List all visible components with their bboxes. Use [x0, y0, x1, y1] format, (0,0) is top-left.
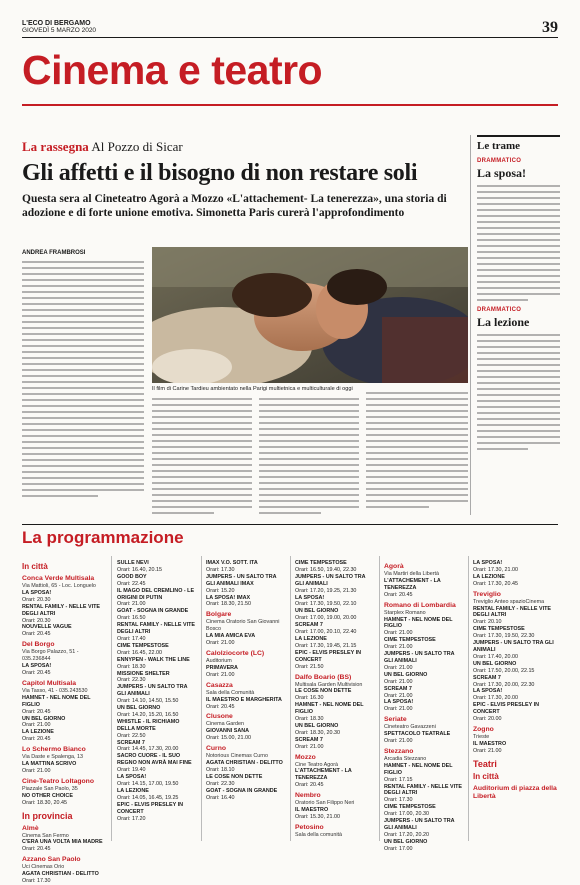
- film-title: SCREAM 7: [117, 739, 145, 746]
- cinema-address: Notorious Cinemas Curno: [206, 753, 269, 760]
- teatri-city: In città: [473, 771, 499, 781]
- film-title: JUMPERS - UN SALTO TRA GLI ANIMALI IMAX: [206, 573, 277, 587]
- sidebar-trame: [477, 135, 560, 454]
- film-title: CIME TEMPESTOSE: [384, 637, 436, 644]
- film-times: Orari: 21.00: [473, 747, 502, 754]
- film-times: Orari: 18.30: [117, 663, 146, 670]
- film-title: SPETTACOLO TEATRALE: [384, 731, 451, 738]
- prog-divider: [111, 556, 112, 841]
- film-title: GIOVANNI SANA: [206, 728, 250, 735]
- cinema-address: Multisala Garden Multivision: [295, 681, 363, 688]
- cinema-address: Oratorio San Filippo Neri: [295, 800, 355, 807]
- cinema-name: Lo Schermo Bianco: [22, 746, 86, 754]
- article-text-col-3: [259, 398, 359, 518]
- film-title: RENTAL FAMILY - NELLE VITE DEGLI ALTRI: [22, 603, 100, 617]
- film-times: Orari: 14.10, 14.50, 15.50: [117, 698, 179, 705]
- film-title: L'ATTACHEMENT - LA TENEREZZA: [295, 768, 352, 782]
- programmazione-title: La programmazione: [22, 528, 184, 547]
- film-times: Orari: 20.45: [22, 669, 51, 676]
- cinema-name: Almè: [22, 824, 39, 832]
- prog-col-5: [384, 560, 464, 853]
- film-times: Orari: 20.45: [295, 782, 324, 789]
- film-title: L'ATTACHEMENT - LA TENEREZZA: [384, 577, 441, 591]
- film-title: LA LEZIONE: [22, 729, 54, 736]
- cinema-address: Via Tasso, 41 - 035.243530: [22, 687, 88, 694]
- cinema-block: [22, 778, 106, 807]
- sidebar-title: Le trame: [477, 135, 560, 152]
- prog-divider: [290, 556, 291, 841]
- sidebar-item-kicker: DRAMMATICO: [477, 158, 522, 164]
- film-title: RENTAL FAMILY - NELLE VITE DEGLI ALTRI: [473, 605, 551, 619]
- cinema-name: Nembro: [295, 792, 321, 800]
- film-title: LE COSE NON DETTE: [295, 688, 352, 695]
- film-times: Orari: 20.45: [384, 591, 413, 598]
- film-times: Orari: 17.30, 19.50, 22.10: [295, 601, 357, 608]
- article-photo: [152, 247, 468, 383]
- prog-col-1: [22, 560, 106, 885]
- film-times: Orari: 21.00: [384, 664, 413, 671]
- film-times: Orari: 21.00: [22, 767, 51, 774]
- cinema-address: Sala della comunità: [295, 831, 343, 838]
- article-headline: Gli affetti e il bisogno di non restare soli: [22, 160, 418, 186]
- film-title: SCREAM 7: [295, 736, 323, 743]
- kicker-label: La rassegna: [22, 139, 89, 154]
- film-title: SULLE NEVI: [117, 560, 149, 566]
- sidebar-item-title: La lezione: [477, 315, 530, 329]
- cinema-name: Dalfo Boario (BS): [295, 673, 352, 681]
- film-title: AGATA CHRISTIAN - DELITTO: [22, 871, 99, 878]
- prog-divider: [201, 556, 202, 841]
- paper-date: GIOVEDÌ 5 MARZO 2020: [22, 27, 97, 34]
- cinema-block: [22, 746, 106, 775]
- cinema-address: Cinema San Fermo: [22, 832, 69, 839]
- film-times: Orari: 17.20, 19.25, 21.30: [295, 587, 357, 594]
- film-title: GOAT - SOGNA IN GRANDE: [117, 608, 189, 615]
- cinema-name: Calolziocorte (LC): [206, 649, 265, 657]
- film-times: Orari: 17.30, 19.50, 22.30: [473, 633, 535, 640]
- cinema-name: Seriate: [384, 716, 407, 724]
- section-title: Cinema e teatro: [22, 47, 323, 93]
- film-times: Orari: 21.00: [384, 706, 413, 713]
- cinema-name: Conca Verde Multisala: [22, 575, 95, 582]
- film-title: UN BEL GIORNO: [384, 671, 428, 678]
- film-title: PRIMAVERA: [206, 664, 238, 671]
- cinema-address: Piazzale San Paolo, 35: [22, 785, 78, 792]
- film-times: Orari: 22.30: [206, 780, 235, 787]
- film-times: Orari: 21.00: [206, 640, 235, 647]
- film-title: LE COSE NON DETTE: [206, 773, 263, 780]
- cinema-block: [295, 754, 375, 790]
- film-times: Orari: 17.30: [22, 878, 51, 885]
- cinema-address: Cinema Garden: [206, 721, 245, 728]
- film-title: IL MAESTRO E MARGHERITA: [206, 696, 282, 703]
- film-times: Orari: 17.30, 21.00: [473, 566, 518, 573]
- cinema-block: [22, 641, 106, 677]
- cinema-name: Del Borgo: [22, 641, 55, 649]
- film-title: LA LEZIONE: [473, 573, 505, 580]
- article-text-col-2: [152, 398, 252, 518]
- film-title: LA LEZIONE: [295, 635, 327, 642]
- film-title: LA SPOSA!: [295, 594, 325, 601]
- cinema-address: Via Borgo Palazzo, 51 - 035.236844: [22, 649, 79, 663]
- cinema-block: [295, 674, 375, 751]
- paper-name: L'ECO DI BERGAMO: [22, 20, 91, 27]
- film-times: Orari: 18.30, 20.45: [22, 799, 67, 806]
- film-times: Orari: 17.00, 20.30: [384, 811, 429, 818]
- film-times: Orari: 17.40: [117, 635, 146, 642]
- film-times: Orari: 20.45: [22, 736, 51, 743]
- cinema-block: [206, 713, 286, 742]
- film-title: UN BEL GIORNO: [473, 660, 517, 667]
- cinema-address: Treviglio Anteo spazioCinema: [473, 598, 545, 605]
- film-title: WHISTLE - IL RICHIAMO DELLA MORTE: [117, 718, 180, 732]
- cinema-name: Cine-Teatro Loltagono: [22, 777, 94, 785]
- film-title: SCREAM 7: [473, 674, 501, 681]
- page-number: 39: [542, 19, 558, 36]
- film-times: Orari: 21.00: [384, 644, 413, 651]
- film-times: Orari: 18.30, 20.30: [295, 729, 340, 736]
- teatri-heading: Teatri: [473, 758, 497, 769]
- cinema-block: [473, 726, 559, 755]
- film-times: Orari: 18.10: [206, 766, 235, 773]
- province-heading: In provincia: [22, 810, 73, 821]
- film-times: Orari: 20.45: [206, 703, 235, 710]
- film-times: Orari: 17.30, 20.00, 22.30: [473, 681, 535, 688]
- film-title: JUMPERS - UN SALTO TRA GLI ANIMALI: [384, 818, 455, 831]
- cinema-block: [295, 792, 375, 821]
- film-times: Orari: 17.00, 19.00, 20.00: [295, 615, 357, 622]
- cinema-block: [206, 682, 286, 711]
- film-title: UN BEL GIORNO: [295, 608, 339, 615]
- cinema-block: [295, 824, 375, 839]
- film-times: Orari: 16.50, 19.40, 22.30: [295, 566, 357, 573]
- film-times: Orari: 22.30: [117, 677, 146, 684]
- cinema-address: Arcadia Stezzano: [384, 755, 427, 762]
- film-title: EPIC - ELVIS PRESLEY IN CONCERT: [473, 702, 540, 716]
- film-title: CIME TEMPESTOSE: [295, 560, 347, 566]
- article-subhead: Questa sera al Cineteatro Agorà a Mozzo «L'attachement- La tenerezza», una storia di adozione e di forte unione emotiva. Simonetta Paris curerà l'approfondimento: [22, 193, 447, 219]
- film-title: HAMNET - NEL NOME DEL FIGLIO: [22, 694, 91, 708]
- section-rule: [22, 104, 558, 106]
- cinema-address: Auditorium: [206, 657, 232, 664]
- film-title: LA SPOSA!: [117, 774, 147, 781]
- cinema-block: [206, 745, 286, 801]
- film-times: Orari: 14.05, 16.45, 19.25: [117, 794, 179, 801]
- programmazione-rule: [22, 524, 558, 525]
- film-times: Orari: 20.00: [473, 716, 502, 723]
- film-title: EPIC - ELVIS PRESLEY IN CONCERT: [295, 649, 362, 663]
- cinema-name: Stezzano: [384, 747, 414, 755]
- film-times: Orari: 15.30, 21.00: [295, 814, 340, 820]
- film-times: Orari: 19.40: [117, 767, 146, 774]
- cinema-name: Mozzo: [295, 753, 316, 761]
- film-title: RENTAL FAMILY - NELLE VITE DEGLI ALTRI: [117, 622, 195, 636]
- film-times: Orari: 17.30: [206, 566, 235, 573]
- film-times: Orari: 18.30: [295, 716, 324, 723]
- prog-col-3: [206, 560, 286, 801]
- film-times: Orari: 17.30, 20.00: [473, 695, 518, 702]
- cinema-address: Uci Cinemas Orio: [22, 864, 65, 871]
- film-title: IL MAGO DEL CREMLINO - LE ORIGINI DI PUTIN: [117, 587, 195, 601]
- film-title: HAMNET - NEL NOME DEL FIGLIO: [295, 702, 364, 716]
- cinema-block: [22, 575, 106, 638]
- film-title: LA SPOSA!: [473, 560, 503, 566]
- film-title: JUMPERS - UN SALTO TRA GLI ANIMALI: [473, 640, 554, 653]
- cinema-name: Agorà: [384, 563, 404, 570]
- film-times: Orari: 21.00: [117, 601, 146, 608]
- film-times: Orari: 22.50: [117, 732, 146, 739]
- film-times: Orari: 17.00, 20.10, 22.40: [295, 629, 357, 636]
- photo-illustration: [152, 247, 468, 383]
- film-title: UN BEL GIORNO: [22, 715, 66, 722]
- film-title: IL MAESTRO: [473, 740, 507, 747]
- cinema-block: [22, 856, 106, 885]
- film-title: C'ERA UNA VOLTA MIA MADRE: [22, 839, 103, 846]
- film-times: Orari: 16.50: [117, 615, 146, 622]
- film-title: IL MAESTRO: [295, 807, 329, 814]
- film-title: SACRO CUORE - IL SUO REGNO NON AVRÀ MAI FINE: [117, 753, 192, 767]
- cinema-address: Via Daste e Spalenga, 13: [22, 754, 84, 761]
- film-title: LA SPOSA! IMAX: [206, 594, 251, 601]
- film-title: JUMPERS - UN SALTO TRA GLI ANIMALI: [117, 684, 188, 698]
- cinema-block: [384, 748, 464, 853]
- film-times: Orari: 21.00: [206, 671, 235, 678]
- film-title: JUMPERS - UN SALTO TRA GLI ANIMALI: [295, 573, 366, 587]
- film-times: Orari: 20.10: [473, 619, 502, 626]
- film-times: Orari: 21.00: [384, 630, 413, 637]
- cinema-address: Via Mattioli, 65 - Loc. Longuelo: [22, 583, 96, 589]
- film-title: SCREAM 7: [384, 685, 412, 692]
- film-times: Orari: 21.50: [295, 663, 324, 670]
- film-title: UN BEL GIORNO: [295, 722, 339, 729]
- film-times: Orari: 14.15, 17.00, 19.50: [117, 781, 179, 787]
- film-times: Orari: 20.30: [22, 617, 51, 624]
- film-times: Orari: 20.45: [22, 846, 51, 853]
- cinema-address: Starplex Romano: [384, 609, 426, 616]
- prog-divider: [379, 556, 380, 841]
- film-times: Orari: 17.30: [384, 797, 413, 804]
- cinema-block: [206, 611, 286, 647]
- kicker-text: Al Pozzo di Sicar: [91, 139, 183, 154]
- header-rule: [22, 37, 558, 38]
- cinema-name: Bolgare: [206, 611, 232, 619]
- article-byline: ANDREA FRAMBROSI: [22, 250, 86, 256]
- film-times: Orari: 20.45: [22, 631, 51, 638]
- film-times: Orari: 15.20: [206, 587, 235, 594]
- sidebar-item-kicker: DRAMMATICO: [477, 307, 522, 313]
- cinema-address: Cinema Oratorio San Giovanni Bosco: [206, 619, 280, 633]
- cinema-name: Clusone: [206, 713, 233, 721]
- teatri-venue: Auditorium di piazza della Libertà: [473, 784, 557, 800]
- film-title: LA SPOSA!: [22, 663, 52, 670]
- film-title: ENNYPEN - WALK THE LINE: [117, 656, 190, 663]
- prog-col-2: [117, 560, 197, 822]
- film-title: LA LEZIONE: [117, 787, 149, 794]
- film-title: LA MATTINA SCRIVO: [22, 761, 77, 768]
- film-title: AGATA CHRISTIAN - DELITTO: [206, 760, 283, 767]
- film-times: Orari: 14.45, 17.30, 20.00: [117, 746, 179, 753]
- film-title: LA MIA AMICA EVA: [206, 633, 256, 640]
- prog-divider: [468, 556, 469, 841]
- film-title: LA SPOSA!: [384, 699, 414, 706]
- article-text-col-1: [22, 261, 144, 501]
- cinema-name: Curno: [206, 745, 227, 753]
- film-times: Orari: 18.30, 21.50: [206, 601, 251, 608]
- film-times: Orari: 21.00: [22, 722, 51, 729]
- cinema-block: [206, 650, 286, 679]
- film-title: MISSIONE SHELTER: [117, 670, 170, 677]
- film-title: UN BEL GIORNO: [117, 705, 161, 712]
- film-times: Orari: 17.30, 19.45, 21.15: [295, 642, 357, 649]
- film-times: Orari: 17.00: [384, 845, 413, 852]
- cinema-block: [22, 680, 106, 743]
- film-title: LA SPOSA!: [473, 688, 503, 695]
- film-times: Orari: 17.30, 20.45: [473, 580, 518, 587]
- film-title: LA SPOSA!: [22, 589, 52, 596]
- cinema-address: Cine Teatro Agorà: [295, 761, 339, 768]
- cinema-name: Petosino: [295, 823, 324, 831]
- city-heading: In città: [22, 562, 48, 571]
- film-title: CIME TEMPESTOSE: [384, 804, 436, 811]
- film-title: GOOD BOY: [117, 573, 147, 580]
- masthead: [22, 20, 96, 34]
- film-times: Orari: 21.00: [384, 692, 413, 699]
- film-title: NOUVELLE VAGUE: [22, 624, 72, 631]
- film-times: Orari: 22.45: [117, 580, 146, 587]
- film-times: Orari: 17.50, 20.00, 22.15: [473, 667, 535, 674]
- cinema-block: [473, 591, 559, 723]
- cinema-name: Casazza: [206, 681, 233, 689]
- film-times: Orari: 16.45, 22.00: [117, 649, 162, 656]
- cinema-name: Treviglio: [473, 590, 501, 598]
- film-times: Orari: 15.00, 21.00: [206, 735, 251, 742]
- cinema-address: Cineteatro Gavazzeni: [384, 724, 436, 731]
- film-title: CIME TEMPESTOSE: [117, 642, 169, 649]
- sidebar-divider: [470, 135, 471, 515]
- cinema-address: Sala della Comunità: [206, 689, 255, 696]
- cinema-name: Romano di Lombardia: [384, 601, 456, 609]
- cinema-name: Zogno: [473, 725, 494, 733]
- film-times: Orari: 17.20, 20.20: [384, 831, 429, 838]
- cinema-name: Azzano San Paolo: [22, 856, 81, 864]
- film-title: NO OTHER CHOICE: [22, 792, 73, 799]
- sidebar-item-text: [477, 185, 560, 301]
- film-title: GOAT - SOGNA IN GRANDE: [206, 787, 278, 794]
- film-title: UN BEL GIORNO: [384, 838, 428, 845]
- film-times: Orari: 20.30: [22, 596, 51, 603]
- film-times: Orari: 16.30: [295, 695, 324, 702]
- film-times: Orari: 14.20, 15.20, 16.50: [117, 711, 179, 718]
- film-title: HAMNET - NEL NOME DEL FIGLIO: [384, 616, 453, 630]
- film-times: Orari: 20.45: [22, 708, 51, 715]
- sidebar-item-title: La sposa!: [477, 166, 527, 180]
- cinema-block: [384, 716, 464, 745]
- prog-col-4: [295, 560, 375, 839]
- sidebar-item-text: [477, 334, 560, 450]
- film-title: CIME TEMPESTOSE: [473, 626, 525, 633]
- film-title: SCREAM 7: [295, 622, 323, 629]
- film-title: RENTAL FAMILY - NELLE VITE DEGLI ALTRI: [384, 783, 462, 797]
- film-times: Orari: 17.40, 20.00: [473, 653, 518, 660]
- film-times: Orari: 16.40: [206, 794, 235, 801]
- cinema-block: [384, 602, 464, 714]
- cinema-block: [384, 563, 464, 599]
- film-title: HAMNET - NEL NOME DEL FIGLIO: [384, 762, 453, 776]
- film-times: Orari: 21.00: [384, 738, 413, 745]
- article-kicker: [22, 139, 183, 155]
- film-title: EPIC - ELVIS PRESLEY IN CONCERT: [117, 801, 184, 815]
- cinema-address: Via Martiri della Libertà: [384, 571, 440, 577]
- film-title: JUMPERS - UN SALTO TRA GLI ANIMALI: [384, 651, 455, 664]
- cinema-address: Trieste: [473, 733, 490, 740]
- film-times: Orari: 17.15: [384, 776, 413, 783]
- film-times: Orari: 17.20: [117, 815, 146, 822]
- film-times: Orari: 21.00: [384, 678, 413, 685]
- film-times: Orari: 21.00: [295, 743, 324, 750]
- prog-col-6: [473, 560, 559, 801]
- cinema-name: Capitol Multisala: [22, 679, 77, 687]
- photo-caption: Il film di Carine Tardieu ambientato nella Parigi multietnica e multiculturale di oggi: [152, 386, 353, 392]
- film-title: IMAX V.O. SOTT. ITA: [206, 560, 258, 566]
- film-times: Orari: 16.40, 20.15: [117, 566, 162, 573]
